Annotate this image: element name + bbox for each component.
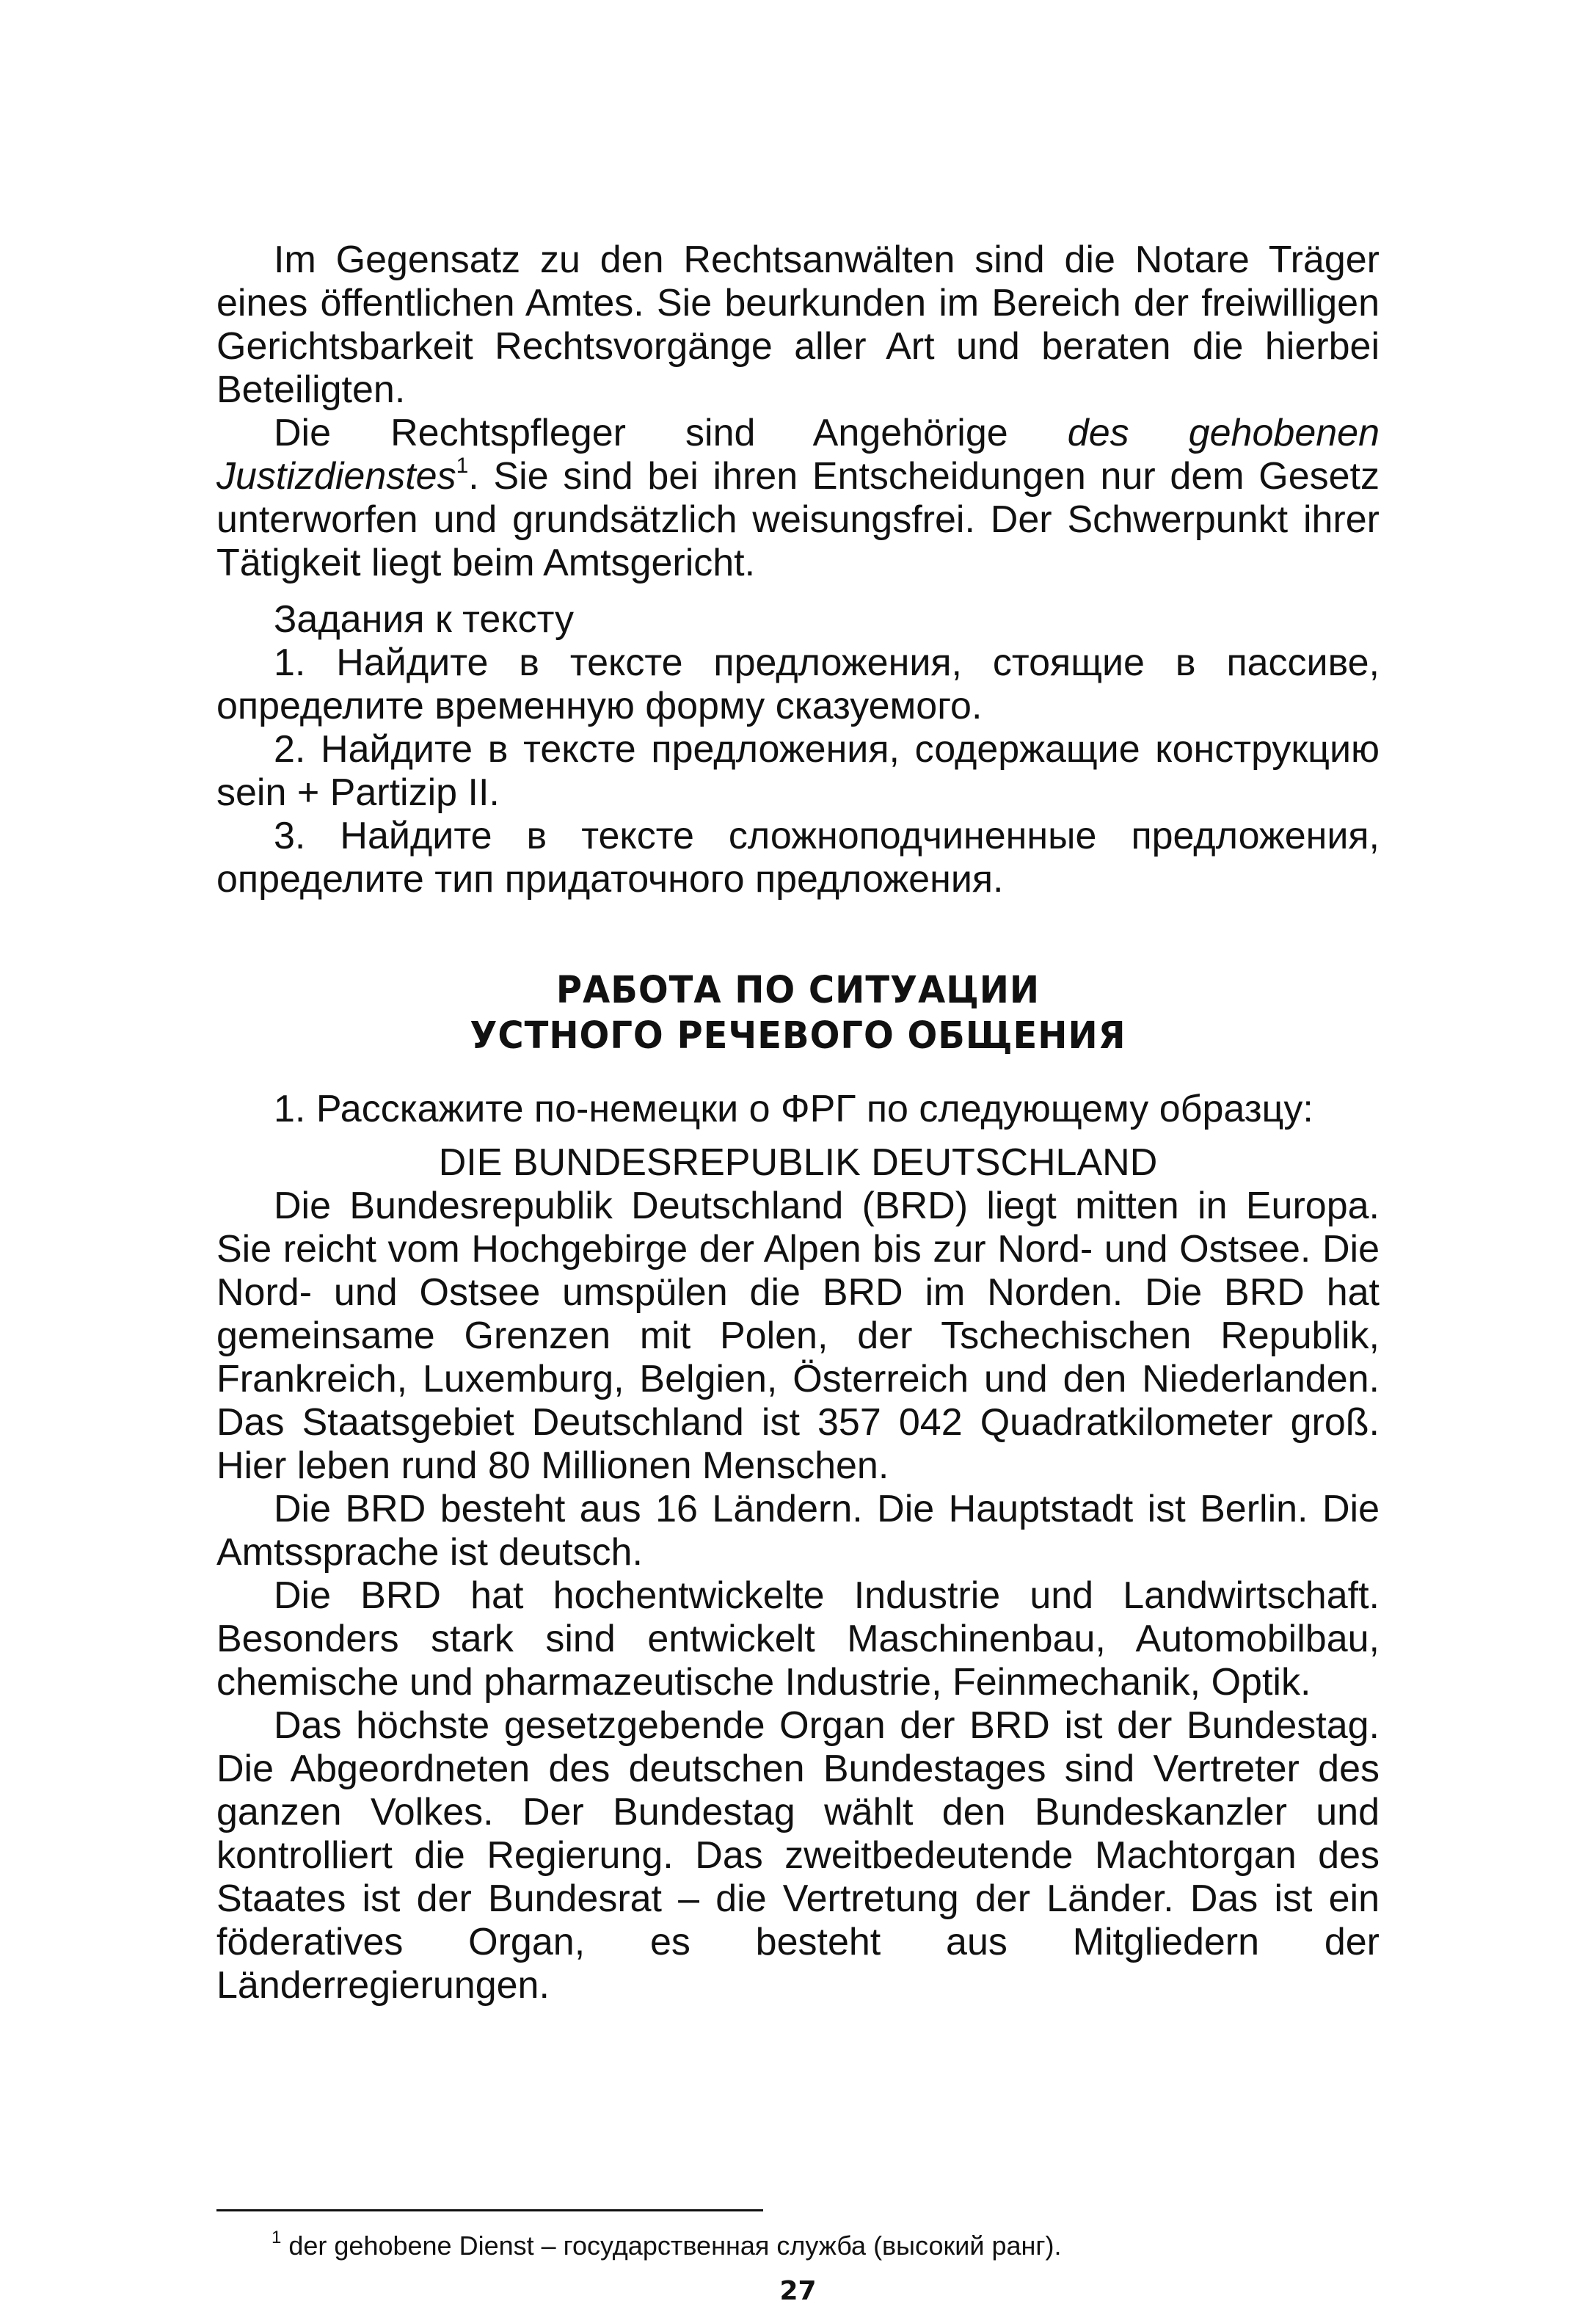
italic-term: des gehobenen Justizdienstes — [216, 412, 1380, 498]
paragraph-notare: Im Gegensatz zu den Rechtsanwälten sind die Notare Träger eines öffentlichen Amtes. Sie beurkunden im Bereich der freiwilligen Gerichtsbarkeit Rechtsvorgänge aller Art und beraten die hierbei Beteiligten. — [216, 239, 1380, 411]
footnote-ref: 1 — [456, 454, 469, 478]
paragraph-laender: Die BRD besteht aus 16 Ländern. Die Hauptstadt ist Berlin. Die Amtssprache ist deutsch. — [216, 1488, 1380, 1574]
task-item-2: 2. Найдите в тексте предложения, содержащие конструкцию sein + Partizip II. — [216, 728, 1380, 814]
instruction: 1. Расскажите по-немецки о ФРГ по следующему образцу: — [274, 1088, 1313, 1130]
task-item-1: 1. Найдите в тексте предложения, стоящие в пассиве, определите временную форму сказуемого. — [216, 641, 1380, 727]
footnote-text: der gehobene Dienst – государственная служба (высокий ранг). — [281, 2231, 1062, 2261]
paragraph-industrie: Die BRD hat hochentwickelte Industrie und Landwirtschaft. Besonders stark sind entwickelt Maschinenbau, Automobilbau, chemische und pharmazeutische Industrie, Feinmechanik, Optik. — [216, 1574, 1380, 1704]
paragraph-bundestag: Das höchste gesetzgebende Organ der BRD ist der Bundestag. Die Abgeordneten des deutschen Bundestages sind Vertreter des ganzen Volkes. Der Bundestag wählt den Bundeskanzler und kontrolliert die Regierung. Das zweitbedeutende Machtorgan des Staates ist der Bundesrat – die Vertretung der Länder. Das ist ein föderatives Organ, es besteht aus Mitgliedern der Länderregierungen. — [216, 1704, 1380, 2007]
intro-section — [216, 239, 1380, 901]
tasks-title: Задания к тексту — [274, 598, 575, 641]
section-heading-line-1: РАБОТА ПО СИТУАЦИИ — [555, 968, 1041, 1012]
footnote — [272, 2230, 1372, 2262]
section-heading-line-2: УСТНОГО РЕЧЕВОГО ОБЩЕНИЯ — [470, 1014, 1126, 1058]
page-number: 27 — [779, 2276, 817, 2306]
footnote-marker: 1 — [272, 2228, 282, 2247]
paragraph-rechtspfleger-end: . Sie sind bei ihren Entscheidungen nur dem Gesetz unterworfen und grundsätzlich weisungsfrei. Der Schwerpunkt ihrer Tätigkeit liegt beim Amtsgericht. — [216, 455, 1380, 584]
speech-section — [216, 1088, 1380, 2007]
paragraph-geography: Die Bundesrepublik Deutschland (BRD) liegt mitten in Europa. Sie reicht vom Hochgebirge der Alpen bis zur Nord- und Ostsee. Die Nord- und Ostsee umspülen die BRD im Norden. Die BRD hat gemeinsame Grenzen mit Polen, der Tschechischen Republik, Frankreich, Luxemburg, Belgien, Österreich und den Niederlanden. Das Staatsgebiet Deutschland ist 357 042 Quadratkilometer groß. Hier leben rund 80 Millionen Menschen. — [216, 1185, 1380, 1487]
text-subtitle: DIE BUNDESREPUBLIK DEUTSCHLAND — [438, 1141, 1158, 1184]
paragraph-rechtspfleger-start: Die Rechtspfleger sind Angehörige — [274, 412, 1068, 454]
section-heading — [216, 967, 1380, 1058]
task-item-3: 3. Найдите в тексте сложноподчиненные предложения, определите тип придаточного предложения. — [216, 815, 1380, 901]
footnote-divider — [216, 2209, 763, 2211]
paragraph-rechtspfleger — [216, 412, 1380, 585]
